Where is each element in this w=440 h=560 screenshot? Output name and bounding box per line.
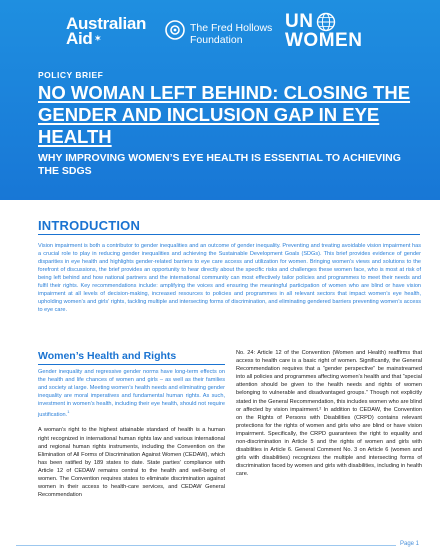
- partner-logos: [0, 6, 440, 56]
- heading-divider: [38, 234, 420, 235]
- un-women-logo: UN WOMEN: [285, 11, 363, 51]
- page-subtitle: WHY IMPROVING WOMEN’S EYE HEALTH IS ESSENTIAL TO ACHIEVING THE SDGS: [38, 152, 401, 177]
- left-column: [38, 350, 225, 499]
- fred-hollows-eye-icon: [165, 20, 185, 40]
- section-heading: Women’s Health and Rights: [38, 350, 225, 365]
- document-type-label: POLICY BRIEF: [38, 70, 104, 80]
- section-lead-paragraph: Gender inequality and regressive gender norms have long-term effects on the health and life chances of women and girls – as well as their families and society at large. Meeting women’s health needs and eliminating gender inequality are moral imperatives and fundamental human rights. As such, investment in women’s health, including their eye health, should not require justification.$^1$: [38, 369, 225, 419]
- un-emblem-icon: [315, 12, 337, 32]
- right-column: [236, 350, 422, 479]
- star-icon: ✶: [94, 34, 101, 43]
- right-body-paragraph: No. 24: Article 12 of the Convention (Women and Health) reaffirms that access to health care is a basic right of women. Significantly, the General Recommendation requires that a “gender perspective” be mainstreamed into all policies and programmes affecting women’s health and that “special attention should be given to the health needs and rights of women belonging to vulnerable and disadvantaged groups.” Though not explicitly stated in the General Recommendation, this includes women who are blind or affected by vision impairment.² In addition to CEDAW, the Convention on the Rights of Persons with Disabilities (CRPD) contains relevant protections for the rights of women and girls who are blind or have vision impairment. Specifically, the CRPD guarantees the right to equality and non-discrimination in Article 5 and the rights of women and girls with disabilities in Article 6. General Comment No. 3 on Article 6 (women and girls with disabilities) recognizes the multiple and intersecting forms of discrimination faced by women and girls with disabilities, including in health care.: [236, 350, 422, 478]
- header-banner: [0, 0, 440, 200]
- footnote-marker: 1: [67, 409, 70, 415]
- introduction-text: Vision impairment is both a contributor to gender inequalities and an outcome of gender inequality. Preventing and treating avoidable vision impairment has a crucial role to play in reducing gender inequalities and achieving the Sustainable Development Goals (SDGs). This brief provides evidence of gender disparities in eye health and highlights gender-related barriers to eye care access and utilization for women. Bringing women’s views and solutions to the forefront of discussions, the brief provides an opportunity to hear directly about the specific risks and challenges these women face, who is most at risk of being left behind and how national partners and the international community can most effectively tailor policies and programmes to meet their needs and fulfil their rights. Key recommendations include: amplifying the voices and ensuring the meaningful participation of women who are blind or have vision impairment at all levels of decision-making, increased resources to policies and programmes in all relevant sectors that impact women’s eye health, upholding women’s and girls’ rights, tackling multiple and intersecting forms of discrimination, and eliminating gendered barriers preventing women’s access to eye care.: [38, 242, 421, 314]
- introduction-heading: INTRODUCTION: [38, 218, 141, 233]
- footer-rule: [16, 545, 396, 546]
- page-number: Page 1: [400, 541, 420, 547]
- left-body-paragraph: A woman’s right to the highest attainable standard of health is a human right recognized in international human rights law and various international and regional human rights instruments, including the Convention on the Elimination of All Forms of Discrimination Against Women (CEDAW), which has been ratified by 189 states to date. State parties’ compliance with Article 12 of CEDAW remains central to the health and well-being of women. The Convention requires states to eliminate discrimination against women in their access to health-care services, and CEDAW General Recommendation: [38, 427, 225, 499]
- page-title: NO WOMAN LEFT BEHIND: CLOSING THE GENDER AND INCLUSION GAP IN EYE HEALTH: [38, 82, 411, 147]
- australian-aid-logo: Australian Aid ✶: [66, 14, 147, 48]
- fred-hollows-logo-text: The Fred Hollows Foundation: [190, 22, 273, 46]
